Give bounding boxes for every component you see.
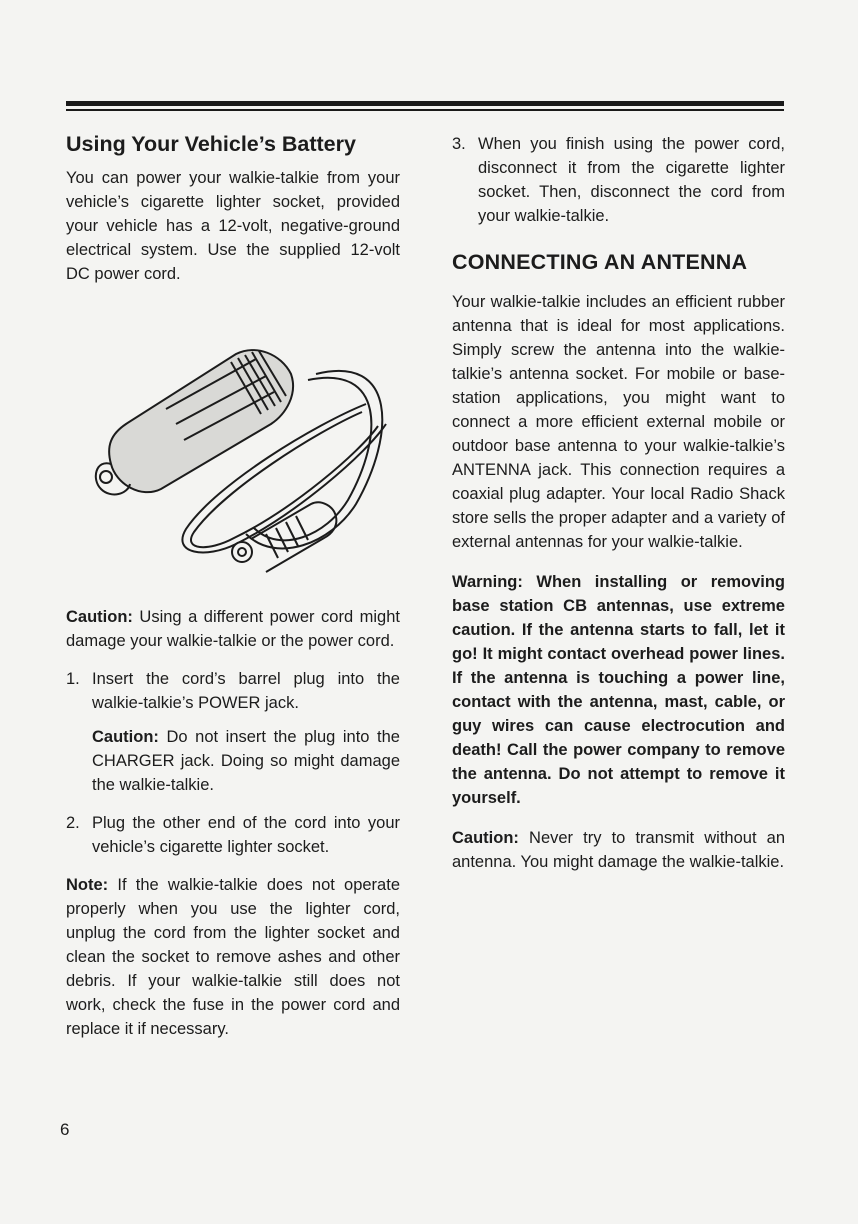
note-label: Note: bbox=[66, 876, 109, 894]
caution-label: Caution: bbox=[66, 608, 133, 626]
page-number: 6 bbox=[60, 1120, 70, 1139]
header-rule-thin bbox=[66, 109, 784, 111]
battery-intro: You can power your walkie-talkie from your vehicle’s cigarette lighter socket, provided your vehicle has a 12-volt, negative-ground electrical system. Use the supplied 12-volt DC power cord. bbox=[66, 169, 400, 283]
step-1-caution bbox=[66, 725, 400, 797]
step-2-text: Plug the other end of the cord into your vehicle’s cigarette lighter socket. bbox=[92, 814, 400, 856]
step-1-caution-label: Caution: bbox=[92, 728, 159, 746]
step-1-number: 1. bbox=[66, 670, 80, 688]
section-heading-battery: Using Your Vehicle’s Battery bbox=[66, 132, 356, 156]
antenna-intro: Your walkie-talkie includes an efficient rubber antenna that is ideal for most applications. Simply screw the antenna into the walkie-talkie’s antenna socket. For mobile or base-station applications, you might want to connect a more efficient external mobile or outdoor base antenna to your walkie-talkie’s ANTENNA jack. This connection requires a coaxial plug adapter. Your local Radio Shack store sells the proper adapter and a variety of external antennas for your walkie-talkie. bbox=[452, 293, 785, 551]
step-3 bbox=[452, 132, 785, 228]
section-heading-antenna: CONNECTING AN ANTENNA bbox=[452, 250, 748, 274]
note-text: If the walkie-talkie does not operate properly when you use the lighter cord, unplug the cord from the lighter socket and clean the socket to remove ashes and other debris. If your walkie-talkie still does not work, check the fuse in the power cord and replace it if necessary. bbox=[66, 876, 400, 1038]
header-rule-thick bbox=[66, 101, 784, 106]
setup-steps bbox=[66, 667, 400, 859]
caution-text: Using a different power cord might damage your walkie-talkie or the power cord. bbox=[66, 608, 400, 650]
step-2 bbox=[66, 811, 400, 859]
step-3-number: 3. bbox=[452, 135, 466, 153]
power-cord-illustration bbox=[66, 314, 400, 574]
left-column bbox=[66, 130, 400, 1041]
step-1-caution-text: Do not insert the plug into the CHARGER jack. Doing so might damage the walkie-talkie. bbox=[92, 728, 400, 794]
step-1 bbox=[66, 667, 400, 715]
antenna-warning: Warning: When installing or removing base station CB antennas, use extreme caution. If the antenna starts to fall, let it go! It might contact overhead power lines. If the antenna is touching a power line, contact with the antenna, mast, cable, or guy wires can cause electrocution and death! Call the power company to remove the antenna. Do not attempt to remove it yourself. bbox=[452, 573, 785, 807]
caution-power-cord bbox=[66, 605, 400, 653]
step-3-text: When you finish using the power cord, disconnect it from the cigarette lighter socket. Then, disconnect the cord from your walkie-talkie. bbox=[478, 135, 785, 225]
right-column bbox=[452, 132, 785, 874]
caution-antenna-text: Never try to transmit without an antenna. You might damage the walkie-talkie. bbox=[452, 829, 785, 871]
caution-antenna-label: Caution: bbox=[452, 829, 519, 847]
caution-antenna bbox=[452, 826, 785, 874]
step-1-text: Insert the cord’s barrel plug into the walkie-talkie’s POWER jack. bbox=[92, 670, 400, 712]
step-2-number: 2. bbox=[66, 814, 80, 832]
note-paragraph bbox=[66, 873, 400, 1041]
